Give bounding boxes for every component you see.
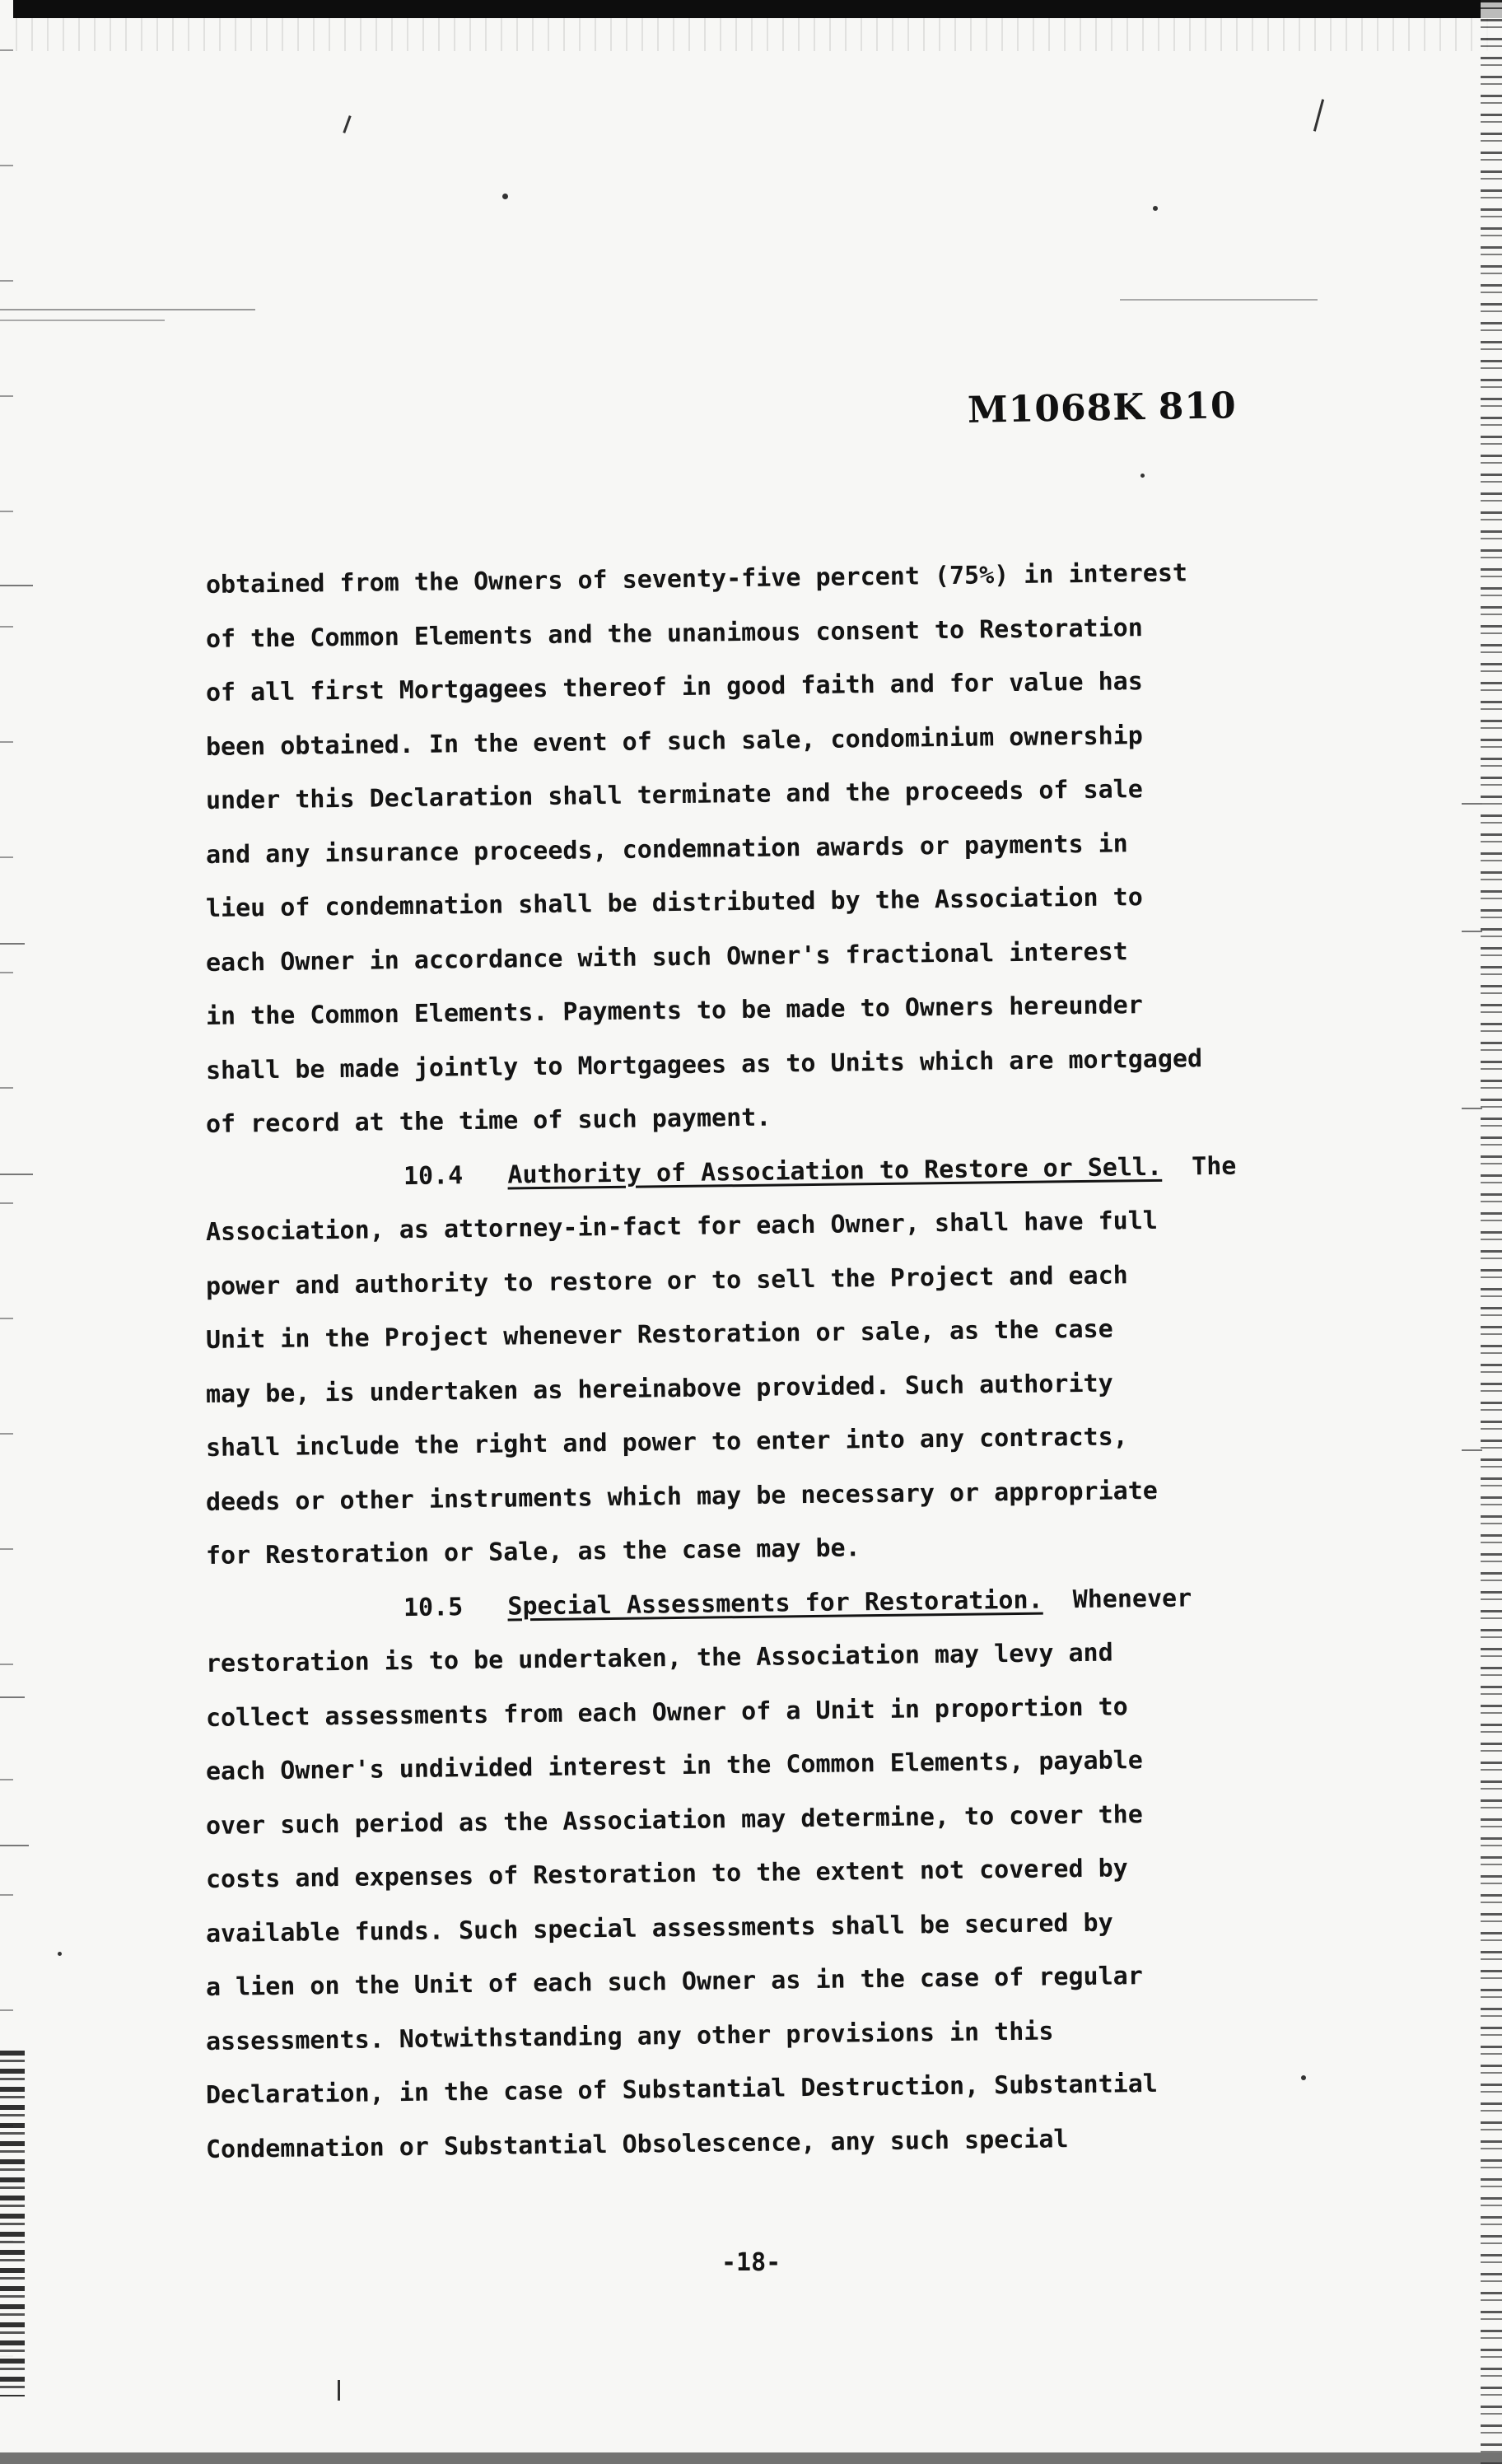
text-line: Unit in the Project whenever Restoration or sale, as the case (205, 1314, 1113, 1355)
text-line: lieu of condemnation shall be distributed by the Association to (205, 883, 1144, 923)
section-heading: Special Assessments for Restoration. (507, 1585, 1043, 1622)
text-line: been obtained. In the event of such sale, condominium ownership (205, 721, 1144, 762)
text-line: under this Declaration shall terminate and the proceeds of sale (205, 775, 1144, 815)
text-line: restoration is to be undertaken, the Association may levy and (205, 1638, 1113, 1678)
scan-speck (343, 115, 351, 133)
text-line: each Owner's undivided interest in the Common Elements, payable (205, 1746, 1144, 1786)
scan-top-border (0, 0, 1502, 18)
text-line: and any insurance proceeds, condemnation awards or payments in (205, 828, 1128, 870)
text-fragment: The (1191, 1151, 1237, 1181)
text-line: for Restoration or Sale, as the case may be. (205, 1533, 861, 1570)
margin-mark (1462, 931, 1482, 932)
scan-speck (58, 1952, 62, 1956)
margin-mark (0, 1696, 25, 1698)
page-number: -18- (721, 2248, 781, 2277)
text-line: Condemnation or Substantial Obsolescence, any such special (205, 2124, 1069, 2164)
text-line: assessments. Notwithstanding any other provisions in this (205, 2016, 1054, 2056)
text-line: power and authority to restore or to sell the Project and each (205, 1260, 1128, 1301)
document-body (206, 558, 1375, 2177)
text-line: a lien on the Unit of each such Owner as in the case of regular (205, 1962, 1144, 2002)
text-line: costs and expenses of Restoration to the extent not covered by (205, 1854, 1128, 1894)
text-line: collect assessments from each Owner of a Unit in proportion to (205, 1692, 1128, 1733)
text-line: of all first Mortgagees thereof in good faith and for value has (205, 667, 1144, 707)
scan-speck (1313, 99, 1324, 131)
text-line: over such period as the Association may determine, to cover the (205, 1799, 1144, 1841)
text-line: of record at the time of such payment. (205, 1103, 772, 1139)
text-line: may be, is undertaken as hereinabove provided. Such authority (205, 1369, 1113, 1409)
scan-speck (1153, 206, 1158, 211)
section-heading: Authority of Association to Restore or Sell. (507, 1152, 1163, 1190)
margin-mark (0, 943, 25, 945)
margin-mark (0, 309, 255, 310)
scan-left-mark (0, 2051, 25, 2396)
margin-mark (1462, 1449, 1482, 1451)
margin-mark (0, 585, 33, 586)
text-line: shall be made jointly to Mortgagees as to Units which are mortgaged (205, 1043, 1203, 1085)
text-line: shall include the right and power to enter into any contracts, (205, 1422, 1128, 1463)
margin-mark (0, 1845, 29, 1846)
text-line: each Owner in accordance with such Owner's fractional interest (205, 936, 1128, 978)
document-number: M1068K 810 (967, 385, 1237, 432)
text-line: obtained from the Owners of seventy-five percent (75%) in interest (205, 558, 1188, 600)
margin-mark (1120, 299, 1318, 301)
scan-speck (338, 2380, 340, 2401)
margin-mark (0, 320, 165, 321)
text-line: in the Common Elements. Payments to be made to Owners hereunder (205, 991, 1144, 1031)
text-line: deeds or other instruments which may be necessary or appropriate (205, 1476, 1159, 1517)
scan-right-edge (1481, 0, 1502, 2464)
text-line: Association, as attorney-in-fact for each Owner, shall have full (205, 1206, 1159, 1247)
text-line: of the Common Elements and the unanimous consent to Restoration (205, 613, 1144, 654)
section-10-4 (206, 1152, 1375, 1584)
scan-speck (1140, 474, 1145, 478)
margin-mark (0, 1174, 33, 1175)
text-fragment: Whenever (1072, 1583, 1192, 1614)
section-10-5 (206, 1584, 1375, 2177)
scan-speck (502, 194, 508, 199)
text-line: available funds. Such special assessments shall be secured by (205, 1908, 1113, 1948)
section-number: 10.4 (403, 1160, 464, 1191)
margin-mark (1462, 803, 1482, 805)
margin-mark (1462, 1108, 1482, 1109)
scan-top-noise (0, 18, 1502, 51)
paragraph-continuation (206, 558, 1375, 1152)
scan-bottom-border (0, 2452, 1502, 2464)
text-line: Declaration, in the case of Substantial Destruction, Substantial (205, 2069, 1159, 2110)
section-number: 10.5 (403, 1592, 464, 1622)
